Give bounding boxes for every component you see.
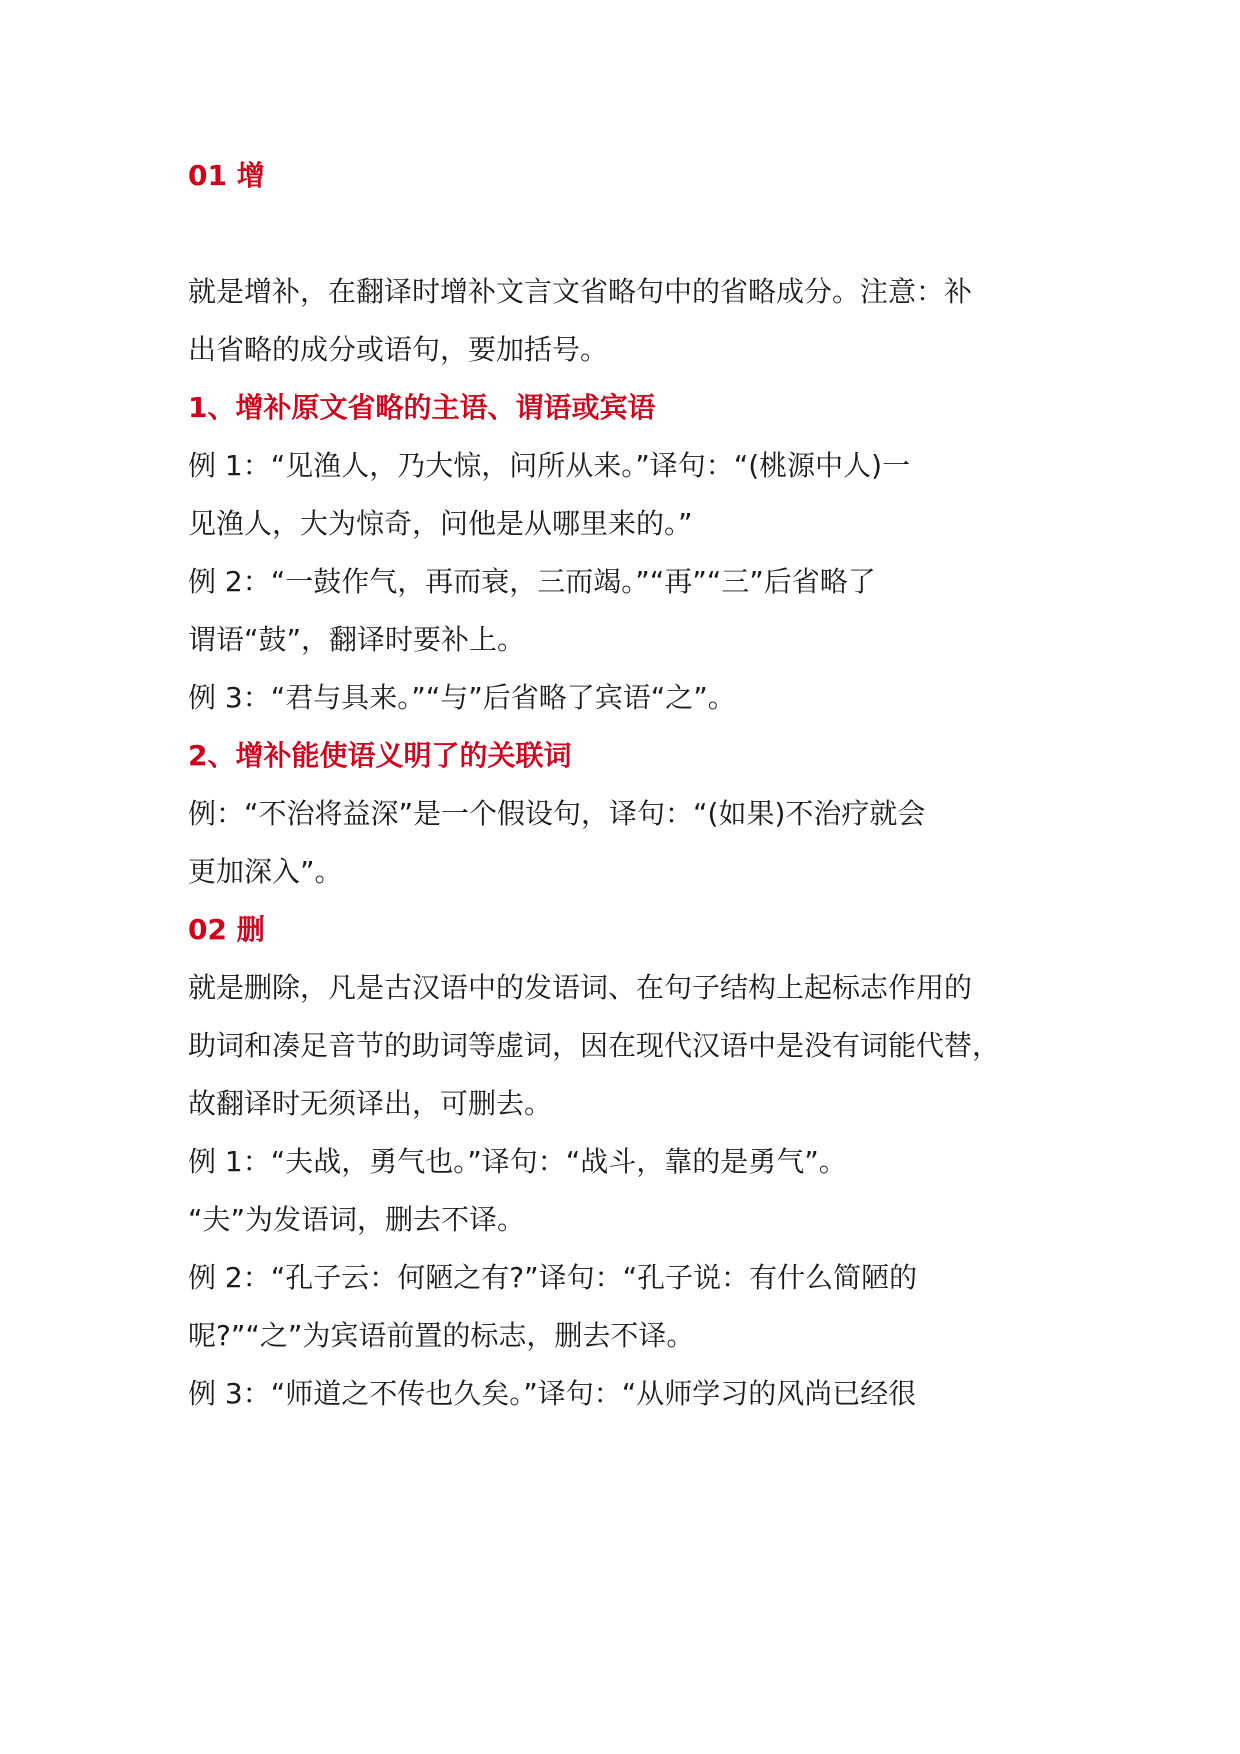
paragraph-line: 出省略的成分或语句，要加括号。 <box>188 333 609 366</box>
paragraph-line: 就是删除，凡是古汉语中的发语词、在句子结构上起标志作用的 <box>188 971 973 1004</box>
example-line: 见渔人，大为惊奇，问他是从哪里来的。” <box>188 507 693 540</box>
subheading-conjunctions: 2、增补能使语义明了的关联词 <box>188 739 572 772</box>
example-line: 更加深入”。 <box>188 855 343 888</box>
example-line: 呢?”“之”为宾语前置的标志，删去不译。 <box>188 1319 695 1352</box>
example-line: 例 2：“一鼓作气，再而衰，三而竭。”“再”“三”后省略了 <box>188 565 876 598</box>
example-line: 例 2：“孔子云：何陋之有?”译句：“孔子说：有什么简陋的 <box>188 1261 918 1294</box>
example-line: 例 1：“见渔人，乃大惊，问所从来。”译句：“(桃源中人)一 <box>188 449 911 482</box>
subheading-omitted-elements: 1、增补原文省略的主语、谓语或宾语 <box>188 391 656 424</box>
section-heading-shan: 02 删 <box>188 913 265 946</box>
paragraph-line: 助词和凑足音节的助词等虚词，因在现代汉语中是没有词能代替， <box>188 1029 1001 1062</box>
example-line: “夫”为发语词，删去不译。 <box>188 1203 526 1236</box>
example-line: 例 3：“君与具来。”“与”后省略了宾语“之”。 <box>188 681 736 714</box>
paragraph-line: 就是增补，在翻译时增补文言文省略句中的省略成分。注意：补 <box>188 275 973 308</box>
example-line: 例 1：“夫战，勇气也。”译句：“战斗，靠的是勇气”。 <box>188 1145 847 1178</box>
paragraph-line: 故翻译时无须译出，可删去。 <box>188 1087 553 1120</box>
section-heading-zeng: 01 增 <box>188 159 265 192</box>
example-line: 谓语“鼓”，翻译时要补上。 <box>188 623 526 656</box>
example-line: 例 3：“师道之不传也久矣。”译句：“从师学习的风尚已经很 <box>188 1377 917 1410</box>
example-line: 例：“不治将益深”是一个假设句，译句：“(如果)不治疗就会 <box>188 797 926 830</box>
